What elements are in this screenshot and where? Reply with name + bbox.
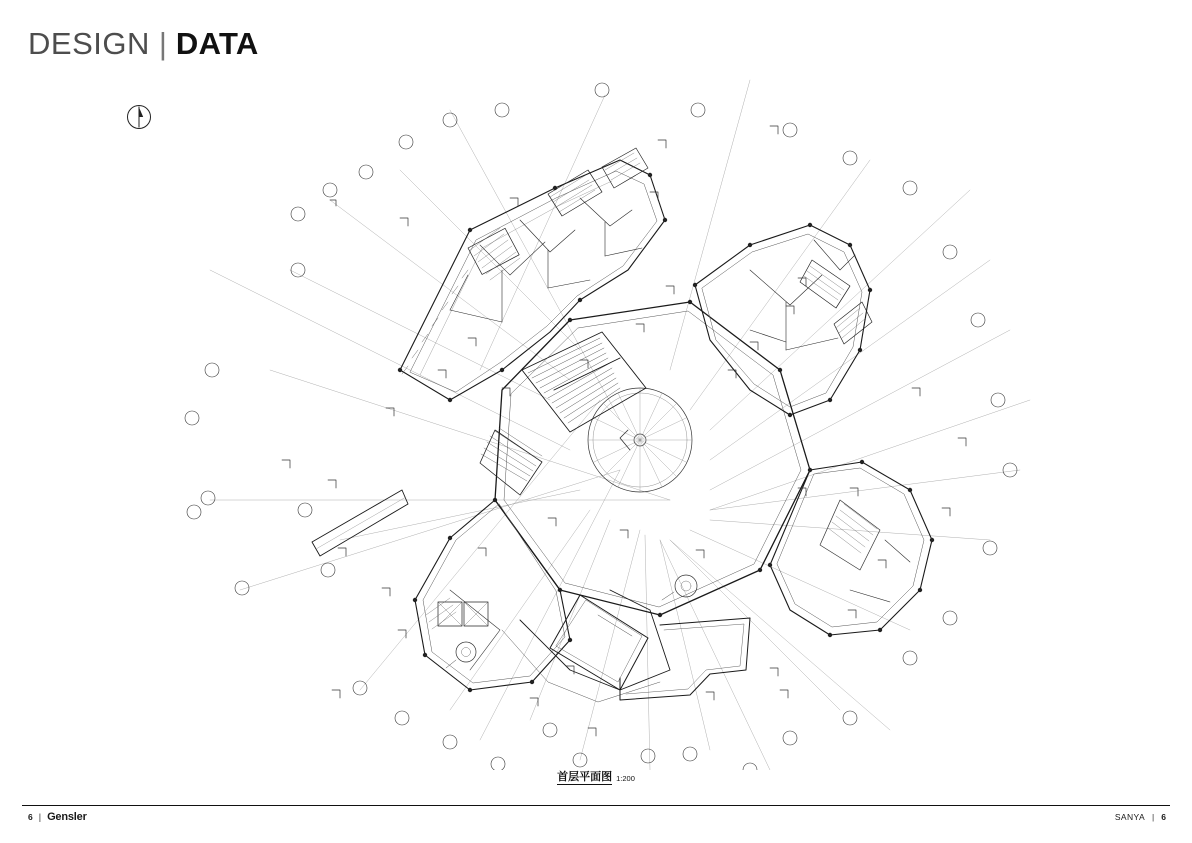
page-title	[28, 26, 259, 62]
footer-location: SANYA	[1114, 812, 1146, 822]
footer-separator-right: |	[1152, 812, 1155, 822]
plan-caption-title: 首层平面图	[557, 771, 613, 783]
footer-page-number-right: 6	[1161, 812, 1166, 822]
plan-caption	[0, 767, 1192, 785]
footer-right	[1115, 812, 1166, 822]
footer-page-number-left: 6	[28, 812, 33, 822]
title-design: DESIGN	[28, 26, 150, 61]
floor-plan-drawing	[150, 70, 1050, 770]
title-separator: |	[158, 26, 167, 61]
footer-divider	[22, 805, 1170, 806]
title-data: DATA	[175, 26, 259, 61]
footer-separator-left: |	[38, 812, 42, 822]
footer-brand: Gensler	[47, 811, 87, 823]
north-arrow-icon	[126, 104, 152, 130]
footer-left	[28, 811, 87, 823]
plan-caption-scale: 1:200	[616, 774, 635, 783]
